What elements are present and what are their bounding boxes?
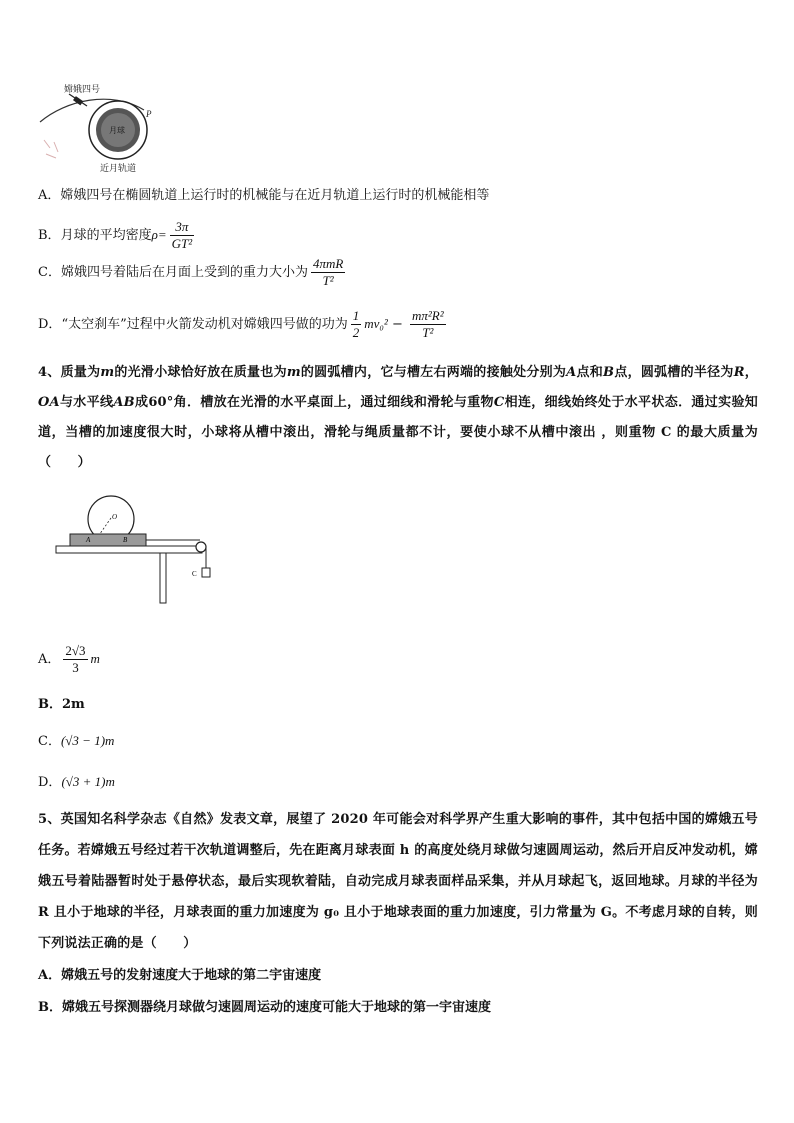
q4-option-b	[38, 695, 756, 715]
var-ab: AB	[113, 395, 135, 410]
option-label: B．	[38, 228, 61, 243]
minus-sign: −	[391, 317, 403, 332]
option-text: (√3 + 1)m	[61, 774, 115, 789]
q5-option-b	[38, 998, 756, 1018]
trough-diagram	[54, 494, 224, 606]
table-top	[56, 546, 202, 553]
var-oa: OA	[38, 395, 60, 410]
question-number: 4、	[38, 365, 61, 380]
label-c: C	[192, 570, 197, 578]
option-text: 嫦娥四号着陆后在月面上受到的重力大小为	[60, 265, 308, 280]
option-text: 2m	[62, 697, 85, 712]
option-text: 嫦娥五号探测器绕月球做匀速圆周运动的速度可能大于地球的第一宇宙速度	[62, 1000, 492, 1015]
var-r: R	[733, 365, 745, 380]
option-label: C．	[38, 265, 61, 280]
option-label: A．	[38, 968, 62, 983]
question-number: 5、	[38, 812, 61, 827]
q4-text: 成60°角．槽放在光滑的水平桌面上，通过细线和滑轮与重物	[134, 395, 494, 410]
q4-stem	[38, 358, 758, 478]
q4-text: 的光滑小球恰好放在质量也为	[114, 365, 287, 380]
label-o: O	[112, 513, 118, 521]
q4-text: 相连，细线始终处于水平状态．通过实验知道，当槽的加速度很大时，小球将从槽中滚出，滑轮与绳质量都不计，要使小球不从槽中滚出 ，则重物 C 的最大质量为（ ）	[38, 395, 758, 470]
trough	[70, 534, 146, 546]
var-a: A	[566, 365, 577, 380]
option-text: (√3 − 1)m	[60, 733, 115, 748]
satellite-label: 嫦娥四号	[64, 85, 101, 95]
q4-text: 点和	[576, 365, 604, 380]
q4-option-d	[38, 772, 756, 793]
q4-text: 与水平线	[59, 395, 114, 410]
q4-option-c	[38, 731, 756, 752]
orbit-label: 近月轨道	[100, 164, 137, 174]
option-text: 嫦娥五号的发射速度大于地球的第二宇宙速度	[61, 968, 322, 983]
option-label: A．	[38, 652, 61, 667]
q3-option-b	[38, 218, 756, 253]
table-leg	[160, 553, 166, 603]
var-m: m	[90, 651, 100, 666]
option-text: 嫦娥四号在椭圆轨道上运行时的机械能与在近月轨道上运行时的机械能相等	[60, 188, 490, 203]
option-label: D．	[38, 317, 62, 332]
rho-eq: ρ=	[151, 227, 167, 242]
q4-text: ，	[744, 365, 758, 380]
weight-c	[202, 568, 210, 577]
density-fraction: $\frac{3\pi}{\text{GT²}}$	[171, 219, 193, 251]
option-text: “太空刹车”过程中火箭发动机对嫦娥四号做的功为	[61, 317, 348, 332]
q4-text: 质量为	[60, 365, 101, 380]
q4-text: 的圆弧槽内，它与槽左右两端的接触处分别为	[300, 365, 567, 380]
option-label: B．	[38, 697, 62, 712]
point-p-label: P	[146, 109, 152, 119]
work-fraction: $\frac{\text{mπ²R²}}{\text{T²}}$	[412, 308, 444, 340]
option-text: 月球的平均密度	[60, 228, 152, 243]
answer-fraction: $\frac{2√3}{3}$	[65, 643, 86, 675]
label-a: A	[86, 536, 91, 544]
option-label: C．	[38, 734, 61, 749]
q3-option-a	[38, 186, 756, 206]
q4-text: 点，圆弧槽的半径为	[614, 365, 734, 380]
half-fraction: $\frac{1}{2}$	[352, 308, 360, 340]
orbit-diagram	[36, 80, 166, 175]
q5-text: 英国知名科学杂志《自然》发表文章，展望了 2020 年可能会对科学界产生重大影响的事件，其中包括中国的嫦娥五号任务。若嫦娥五号经过若干次轨道调整后，先在距离月球表面 h 的高度处绕月球做匀速圆周运动，然后开启反冲发动机，嫦娥五号着陆器暂时处于悬停状态，最后实现软着陆，自动完成月球表面样品采集，并从月球起飞，返回地球。月球的半径为 R 且小于地球的半径，月球表面的重力加速度为 g₀ 且小于地球表面的重力加速度，引力常量为 G。不考虑月球的自转，则下列说法正确的是（ ）	[38, 812, 759, 951]
var-b: B	[603, 365, 615, 380]
option-label: A．	[38, 188, 61, 203]
gravity-fraction: $\frac{\text{4πmR}}{\text{T²}}$	[312, 256, 344, 288]
q5-stem	[38, 804, 758, 959]
pulley	[196, 542, 206, 552]
var-m: m	[100, 365, 115, 380]
var-m: m	[286, 365, 301, 380]
q5-option-a	[38, 966, 756, 986]
q4-option-a	[38, 640, 756, 679]
q3-option-d	[38, 306, 756, 343]
var-c: C	[493, 395, 505, 410]
kinetic-term: mv₀²	[364, 316, 388, 331]
moon-label: 月球	[109, 126, 125, 135]
q3-option-c	[38, 256, 756, 290]
option-label: D．	[38, 775, 62, 790]
option-label: B．	[38, 1000, 62, 1015]
label-b: B	[123, 536, 128, 544]
